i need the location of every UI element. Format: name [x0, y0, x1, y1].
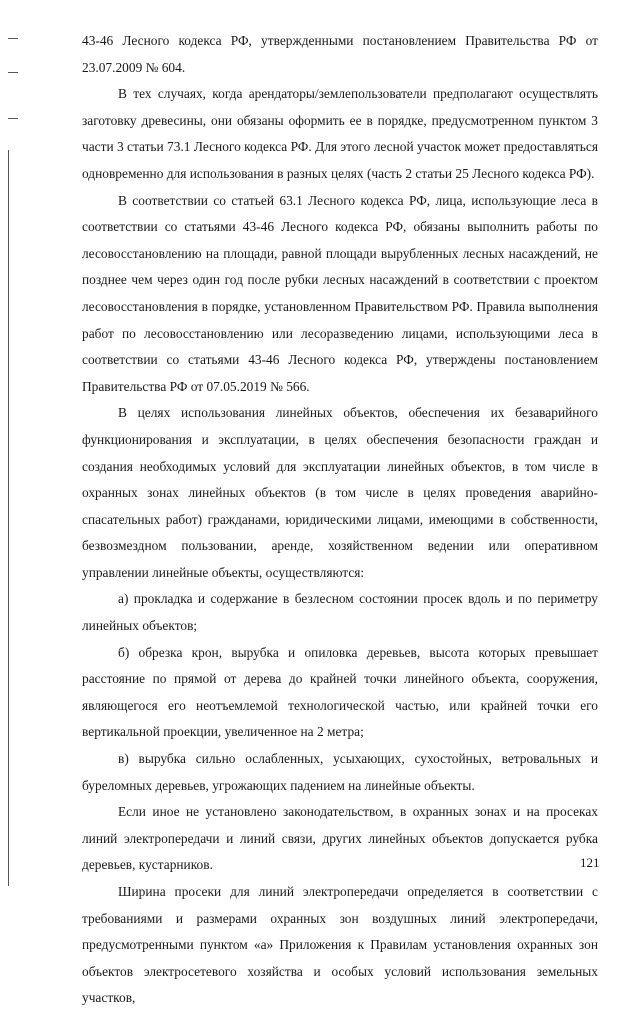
paragraph: 43-46 Лесного кодекса РФ, утвержденными постановлением Правительства РФ от 23.07.2009 № 604.: [82, 33, 598, 75]
page-number: 121: [580, 855, 600, 870]
paragraph: В целях использования линейных объектов, обеспечения их безаварийного функционирования и эксплуатации, в целях обеспечения безопасности граждан и создания необходимых условий для эксплуатации линейных объектов, в том числе в охранных зонах линейных объектов (в том числе в целях проведения аварийно-спасательных работ) гражданами, юридическими лицами, имеющими в собственности, безвозмездном пользовании, аренде, хозяйственном ведении или оперативном управлении линейные объекты, осуществляются:: [82, 405, 598, 580]
paragraph: В соответствии со статьей 63.1 Лесного кодекса РФ, лица, использующие леса в соответствии со статьями 43-46 Лесного кодекса РФ, обязаны выполнить работы по лесовосстановлению на площади, равной площади вырубленных лесных насаждений, не позднее чем через один год после рубки лесных насаждений в соответствии с проектом лесовосстановления в порядке, установленном Правительством РФ. Правила выполнения работ по лесовосстановлению или лесоразведению лицами, использующими леса в соответствии со статьями 43-46 Лесного кодекса РФ, утверждены постановлением Правительства РФ от 07.05.2019 № 566.: [82, 192, 598, 394]
list-item: а) прокладка и содержание в безлесном состоянии просек вдоль и по периметру линейных объектов;: [82, 591, 598, 634]
list-item: б) обрезка крон, вырубка и опиловка деревьев, высота которых превышает расстояние по прямой от дерева до крайней точки линейного объекта, сооружения, являющегося его неотъемлемой технологической частью, или крайней точки его вертикальной проекции, увеличенное на 2 метра;: [82, 644, 598, 740]
paragraph: Если иное не установлено законодательством, в охранных зонах и на просеках линий электропередачи и линий связи, других линейных объектов допускается рубка деревьев, кустарников.: [82, 804, 598, 873]
paragraph: В тех случаях, когда арендаторы/землепользователи предполагают осуществлять заготовку древесины, они обязаны оформить ее в порядке, предусмотренном пунктом 3 части 3 статьи 73.1 Лесного кодекса РФ. Для этого лесной участок может предоставляться одновременно для использования в разных целях (часть 2 статьи 25 Лесного кодекса РФ).: [82, 86, 599, 181]
body-text: [82, 28, 598, 1012]
paragraph: Ширина просеки для линий электропередачи определяется в соответствии с требованиями и размерами охранных зон воздушных линий электропередачи, предусмотренными пунктом «а» Приложения к Правилам установления охранных зон объектов электросетевого хозяйства и особых условий использования земельных участков,: [82, 884, 598, 1006]
binding-margin-marks: [0, 0, 26, 905]
list-item: в) вырубка сильно ослабленных, усыхающих, сухостойных, ветровальных и буреломных деревьев, угрожающих падением на линейные объекты.: [82, 751, 598, 793]
